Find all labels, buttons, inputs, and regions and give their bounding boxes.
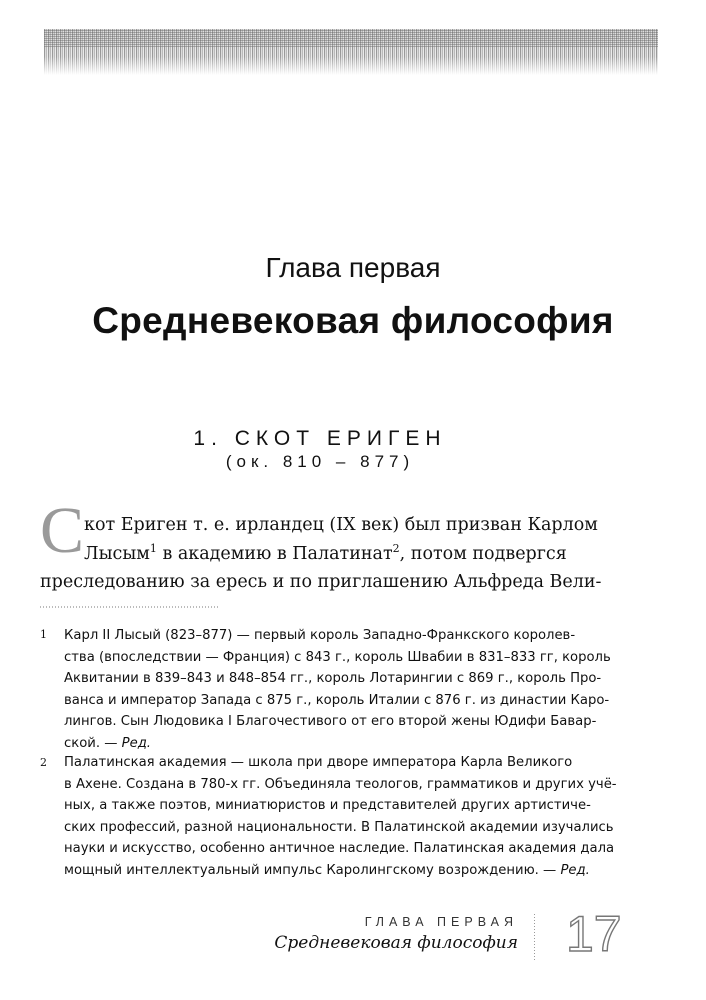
footnote-last-line: мощный интеллектуальный импульс Каролингскому возрождению. — <box>64 862 561 878</box>
running-footer-title: Средневековая философия <box>274 933 518 953</box>
footnote-2 <box>64 752 624 882</box>
footnote-line: ских профессий, разной национальности. В Палатинской академии изучались <box>64 819 614 835</box>
footnote-line: Аквитании в 839–843 и 848–854 гг., король Лотарингии с 869 г., король Про- <box>64 671 602 687</box>
footnote-line: ных, а также поэтов, миниатюристов и представителей других артистиче- <box>64 798 591 814</box>
editor-note: Ред. <box>560 862 590 878</box>
footnote-line: ства (впоследствии — Франция) с 843 г., король Швабии в 831–833 гг, король <box>64 649 611 665</box>
body-text-fragment: , потом подвергся <box>399 544 567 564</box>
editor-note: Ред. <box>121 735 152 751</box>
footnote-line: в Ахене. Создана в 780-х гг. Объединяла теологов, грамматиков и других учё- <box>64 776 617 792</box>
footnote-reference[interactable]: 1 <box>149 542 157 555</box>
footnote-number: 1 <box>40 628 47 641</box>
body-text-fragment: в академию в Палатинат <box>156 544 393 564</box>
section-title: 1. СКОТ ЕРИГЕН <box>193 427 447 450</box>
footnote-number: 2 <box>40 756 47 769</box>
body-text-line: преследованию за ересь и по приглашению Альфреда Вели- <box>40 572 602 592</box>
footnote-divider <box>40 606 220 608</box>
footnote-reference[interactable]: 2 <box>392 542 400 555</box>
footnote-line: науки и искусство, особенно античное наследие. Палатинская академия дала <box>64 841 615 857</box>
footnote-line <box>64 860 624 882</box>
footnote-line: ванса и император Запада с 875 г., король Италии с 876 г. из династии Каро- <box>64 692 610 708</box>
chapter-title: Средневековая философия <box>92 300 614 341</box>
footnote-1 <box>64 625 624 755</box>
footnote-last-line: ской. — <box>64 735 122 751</box>
chapter-label: Глава первая <box>265 252 441 283</box>
body-text-line: кот Ериген т. е. ирландец (IX век) был призван Карлом <box>84 515 598 535</box>
footnote-line: Палатинская академия — школа при дворе императора Карла Великого <box>64 755 573 770</box>
footnote-line: лингов. Сын Людовика I Благочестивого от его второй жены Юдифи Бавар- <box>64 714 597 730</box>
running-footer-chapter: ГЛАВА ПЕРВАЯ <box>364 915 518 929</box>
drop-cap: С <box>40 494 85 567</box>
footer-divider <box>534 914 535 960</box>
decorative-header-band <box>44 29 658 75</box>
footnote-line: Карл II Лысый (823–877) — первый король Западно-Франкского королев- <box>64 628 576 643</box>
page-number: 17 <box>566 906 622 962</box>
body-text-line <box>84 544 567 564</box>
section-dates: (ок. 810 – 877) <box>225 452 415 471</box>
body-text-fragment: Лысым <box>84 544 150 564</box>
